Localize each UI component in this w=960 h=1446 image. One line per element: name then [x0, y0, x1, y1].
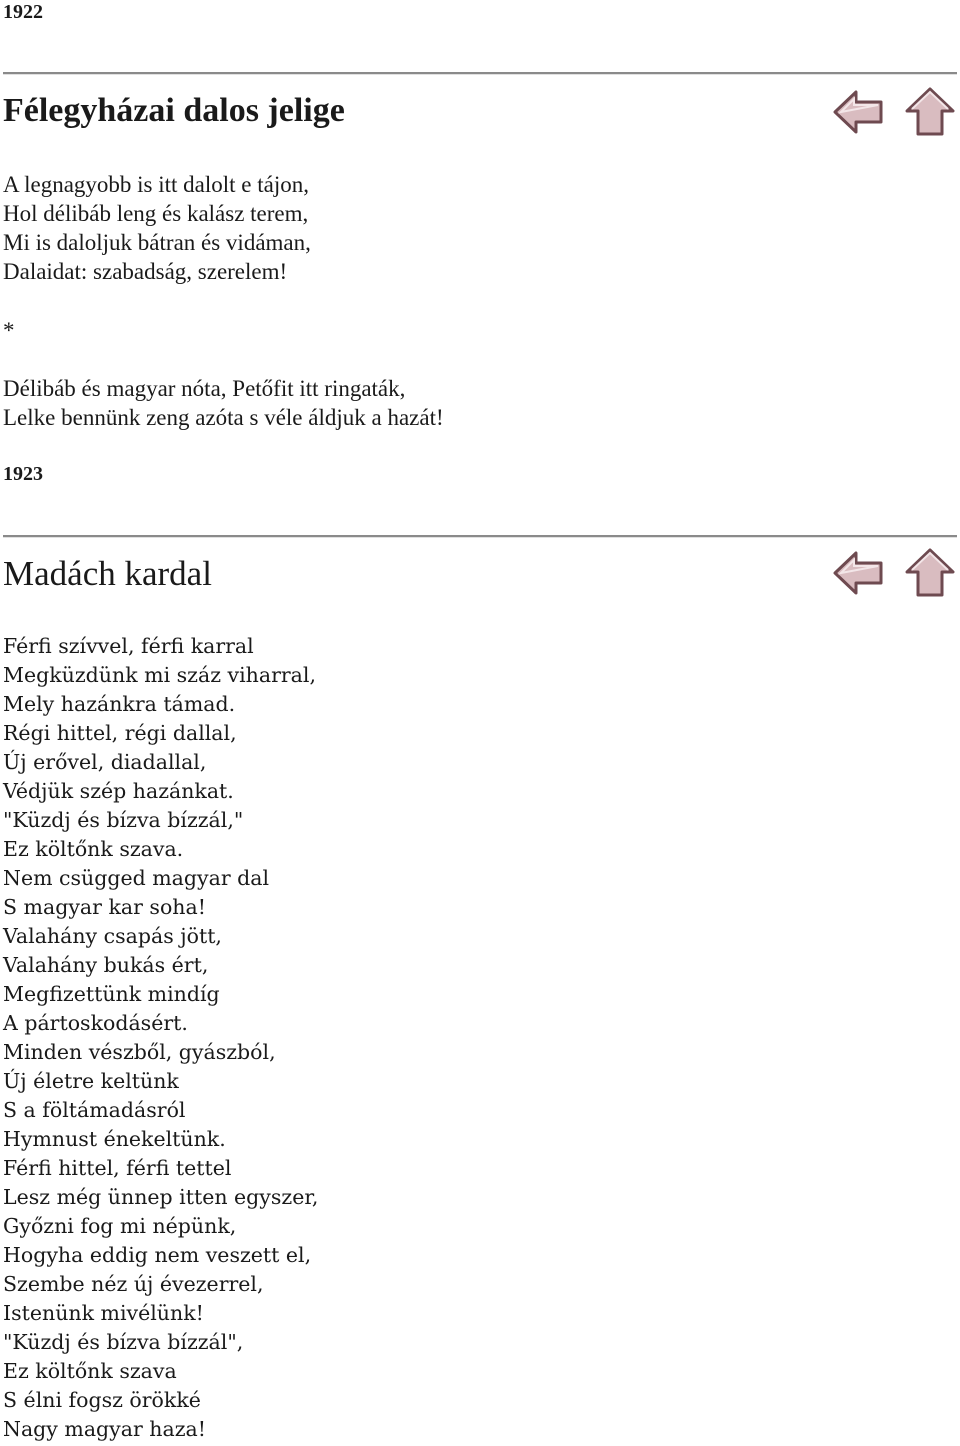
poem-line: Valahány csapás jött, — [3, 924, 222, 948]
poem-lines — [3, 632, 318, 1444]
stanza — [3, 374, 444, 432]
navigation-buttons — [832, 548, 960, 598]
poem-line: Valahány bukás ért, — [3, 953, 209, 977]
up-button[interactable] — [904, 87, 956, 137]
poem-line: Védjük szép hazánkat. — [3, 779, 234, 803]
poem-line: Megküzdünk mi száz viharral, — [3, 663, 316, 687]
poem-title: Madách kardal — [3, 554, 212, 593]
poem-line: A legnagyobb is itt dalolt e tájon, — [3, 172, 309, 197]
up-button[interactable] — [904, 548, 956, 598]
up-arrow-icon — [904, 548, 956, 598]
poem-line: "Küzdj és bízva bízzál", — [3, 1330, 244, 1354]
poem-line: Lelke bennünk zeng azóta s véle áldjuk a hazát! — [3, 405, 444, 430]
poem-line: Lesz még ünnep itten egyszer, — [3, 1185, 319, 1209]
poem-line: Férfi szívvel, férfi karral — [3, 634, 254, 658]
stanza — [3, 170, 311, 286]
poem-line: S élni fogsz örökké — [3, 1388, 201, 1412]
poem-line: S a föltámadásról — [3, 1098, 186, 1122]
stanza-separator: * — [3, 318, 15, 343]
horizontal-rule — [3, 535, 957, 538]
poem-line: Új életre keltünk — [3, 1069, 179, 1093]
poem-line: Mi is daloljuk bátran és vidáman, — [3, 230, 311, 255]
navigation-buttons — [832, 87, 960, 137]
poem-line: Ez költőnk szava — [3, 1359, 177, 1383]
back-button[interactable] — [832, 548, 884, 598]
left-arrow-icon — [832, 548, 884, 598]
poem-title: Félegyházai dalos jelige — [3, 92, 345, 129]
poem-line: Hymnust énekeltünk. — [3, 1127, 226, 1151]
poem-line: Új erővel, diadallal, — [3, 750, 207, 774]
year-label: 1923 — [3, 463, 43, 485]
left-arrow-icon — [832, 87, 884, 137]
poem-line: A pártoskodásért. — [3, 1011, 188, 1035]
poem-line: Győzni fog mi népünk, — [3, 1214, 237, 1238]
poem-line: Hogyha eddig nem veszett el, — [3, 1243, 312, 1267]
horizontal-rule — [3, 72, 957, 75]
poem-line: Szembe néz új évezerrel, — [3, 1272, 264, 1296]
poem-line: Nem csügged magyar dal — [3, 866, 270, 890]
poem-line: Férfi hittel, férfi tettel — [3, 1156, 232, 1180]
poem-line: Régi hittel, régi dallal, — [3, 721, 237, 745]
poem-line: "Küzdj és bízva bízzál," — [3, 808, 244, 832]
poem-line: Délibáb és magyar nóta, Petőfit itt ringaták, — [3, 376, 406, 401]
poem-line: Dalaidat: szabadság, szerelem! — [3, 259, 288, 284]
poem-line: Hol délibáb leng és kalász terem, — [3, 201, 309, 226]
year-label: 1922 — [3, 1, 43, 23]
poem-line: Mely hazánkra támad. — [3, 692, 236, 716]
poem-line: S magyar kar soha! — [3, 895, 206, 919]
poem-line: Megfizettünk mindíg — [3, 982, 220, 1006]
back-button[interactable] — [832, 87, 884, 137]
poem-line: Minden vészből, gyászból, — [3, 1040, 276, 1064]
up-arrow-icon — [904, 87, 956, 137]
poem-line: Nagy magyar haza! — [3, 1417, 206, 1441]
poem-line: Istenünk mivélünk! — [3, 1301, 204, 1325]
poem-line: Ez költőnk szava. — [3, 837, 184, 861]
